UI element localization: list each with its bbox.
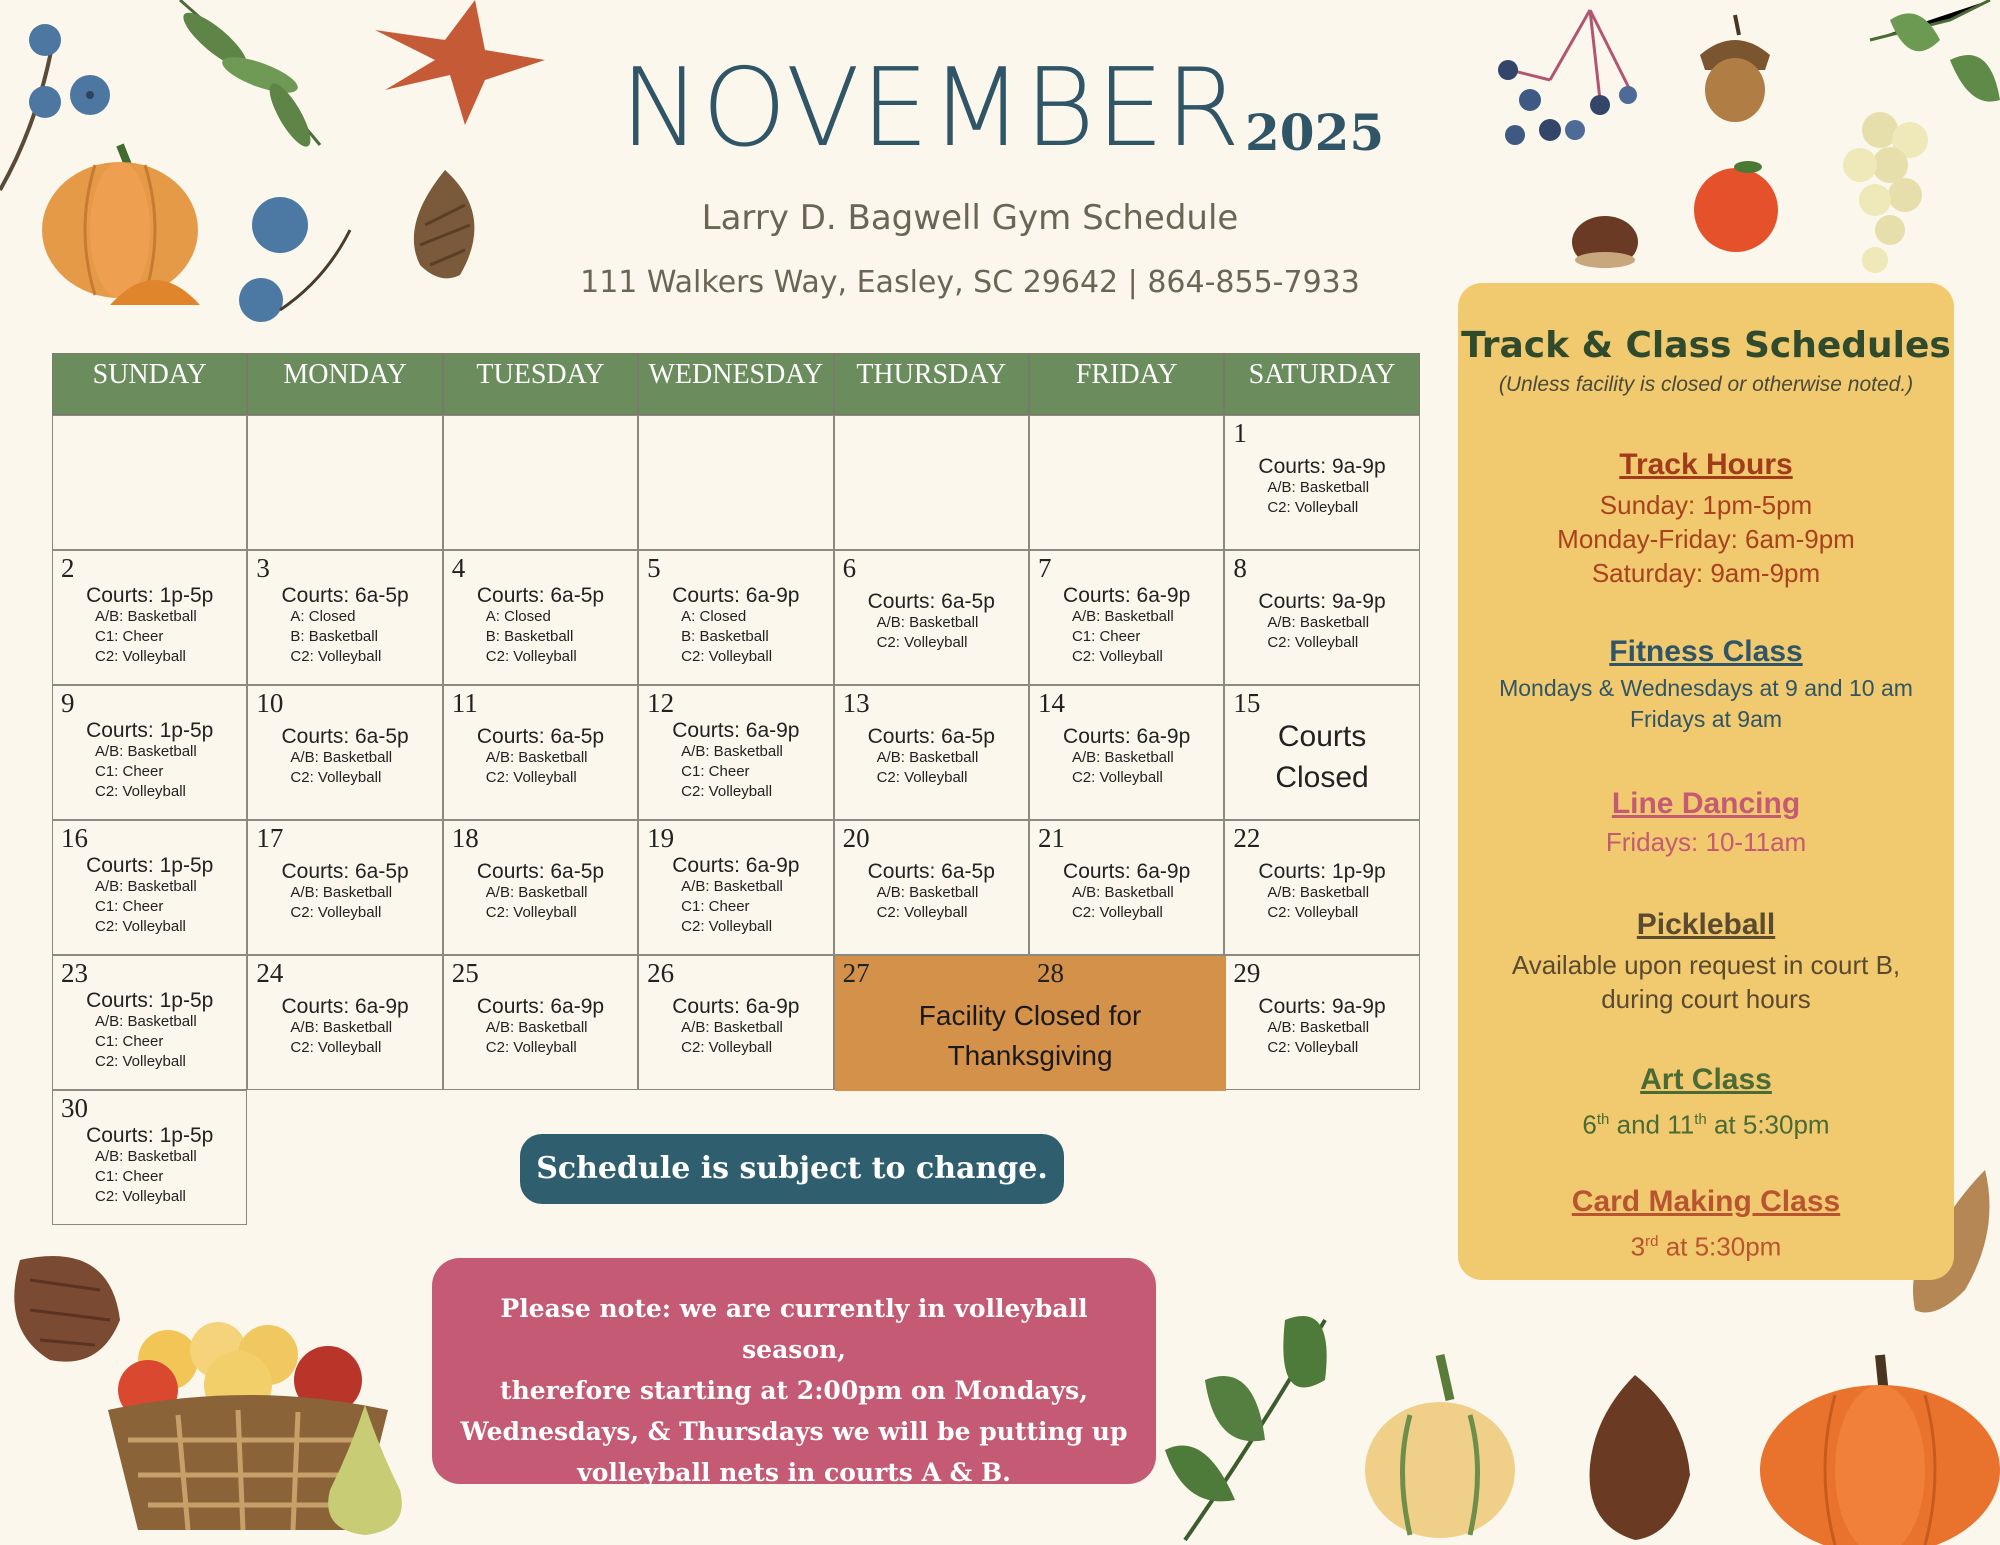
court-assignment: C2: Volleyball xyxy=(290,648,382,666)
court-assignment: C2: Volleyball xyxy=(95,783,186,801)
calendar-empty-day xyxy=(52,415,247,550)
court-hours: Courts: 6a-5p xyxy=(867,725,995,748)
weekday-friday: FRIDAY xyxy=(1029,353,1224,415)
court-schedule xyxy=(444,996,637,1058)
court-hours: Courts: 9a-9p xyxy=(1258,995,1386,1018)
court-schedule xyxy=(1225,861,1418,923)
art-suffix: th xyxy=(1694,1111,1707,1128)
calendar-day xyxy=(638,685,833,820)
pickleball-heading: Pickleball xyxy=(1636,908,1776,941)
court-schedule xyxy=(835,591,1028,653)
courts-closed-line: Closed xyxy=(1275,761,1369,794)
day-number: 15 xyxy=(1233,688,1261,718)
day-number: 28 xyxy=(1036,958,1064,988)
day-number: 4 xyxy=(451,553,466,583)
court-schedule xyxy=(248,861,441,923)
court-assignment: A/B: Basketball xyxy=(485,884,588,902)
court-hours: Courts: 6a-9p xyxy=(1063,860,1191,883)
court-assignment: C2: Volleyball xyxy=(876,634,968,652)
gourd-icon xyxy=(1360,1355,1520,1540)
court-assignment: A/B: Basketball xyxy=(876,884,979,902)
month-title: NOVEMBER xyxy=(620,46,1242,171)
calendar-day xyxy=(52,955,247,1090)
court-assignment: C2: Volleyball xyxy=(1071,648,1163,666)
weekday-tuesday: TUESDAY xyxy=(443,353,638,415)
day-number: 19 xyxy=(647,823,675,853)
court-hours: Courts: 6a-9p xyxy=(672,719,800,742)
track-hours-line: Saturday: 9am-9pm xyxy=(1591,558,1821,588)
court-hours: Courts: 6a-5p xyxy=(476,584,605,607)
leaf-icon xyxy=(1165,1300,1335,1545)
day-number: 6 xyxy=(842,553,857,583)
court-schedule xyxy=(248,726,441,788)
calendar-day xyxy=(834,685,1029,820)
court-assignment: A/B: Basketball xyxy=(485,1019,588,1037)
court-hours: Courts: 6a-9p xyxy=(1063,725,1191,748)
weekday-thursday: THURSDAY xyxy=(834,353,1029,415)
court-assignment: C2: Volleyball xyxy=(876,769,968,787)
calendar-day xyxy=(247,550,442,685)
court-hours: Courts: 6a-5p xyxy=(476,860,605,883)
court-assignment: C2: Volleyball xyxy=(95,648,186,666)
fitness-class-line: Fridays at 9am xyxy=(1629,706,1783,732)
calendar-week xyxy=(52,820,1420,955)
calendar-day xyxy=(1029,550,1224,685)
chestnut-icon xyxy=(1570,210,1640,270)
court-hours: Courts: 6a-9p xyxy=(1063,584,1191,607)
court-hours: Courts: 6a-5p xyxy=(281,860,409,883)
calendar-day xyxy=(1224,415,1419,550)
thanksgiving-line: Facility Closed for xyxy=(918,1000,1142,1031)
day-number: 27 xyxy=(842,958,870,988)
art-class-heading: Art Class xyxy=(1640,1063,1772,1096)
court-assignment: C2: Volleyball xyxy=(681,783,773,801)
oak-leaf-icon xyxy=(1575,1375,1705,1545)
court-assignment: C2: Volleyball xyxy=(485,769,577,787)
day-number: 17 xyxy=(256,823,284,853)
court-hours: Courts: 9a-9p xyxy=(1258,455,1386,478)
fitness-class-heading: Fitness Class xyxy=(1609,635,1803,668)
court-schedule xyxy=(248,585,441,667)
court-schedule xyxy=(444,585,637,667)
court-assignment: C2: Volleyball xyxy=(876,904,968,922)
card-date: 3 xyxy=(1630,1231,1646,1262)
day-number: 29 xyxy=(1233,958,1261,988)
schedule-change-banner: Schedule is subject to change. xyxy=(520,1134,1064,1204)
note-line: Please note: we are currently in volleyball season, xyxy=(500,1294,1088,1364)
court-assignment: C2: Volleyball xyxy=(290,769,382,787)
court-schedule xyxy=(53,1125,246,1207)
court-assignment: A/B: Basketball xyxy=(681,1019,783,1037)
calendar-day xyxy=(443,820,638,955)
courts-closed-line: Courts xyxy=(1277,720,1367,753)
court-hours: Courts: 1p-5p xyxy=(86,854,214,877)
court-assignment: C1: Cheer xyxy=(95,628,164,646)
calendar-empty-day xyxy=(638,415,833,550)
court-hours: Courts: 6a-9p xyxy=(672,995,800,1018)
court-assignment: C2: Volleyball xyxy=(1071,904,1163,922)
calendar-day xyxy=(1224,955,1419,1090)
calendar-blank xyxy=(247,1090,442,1225)
calendar-day xyxy=(247,820,442,955)
court-assignment: C2: Volleyball xyxy=(681,648,773,666)
art-date: 6 xyxy=(1582,1109,1597,1140)
court-assignment: C1: Cheer xyxy=(95,763,164,781)
panel-title: Track & Class Schedules xyxy=(1461,325,1951,366)
court-assignment: A/B: Basketball xyxy=(1267,479,1370,497)
day-number: 22 xyxy=(1233,823,1261,853)
court-schedule xyxy=(639,996,832,1058)
court-assignment: C2: Volleyball xyxy=(485,904,577,922)
court-schedule xyxy=(53,585,246,667)
court-assignment: C1: Cheer xyxy=(681,898,750,916)
day-number: 8 xyxy=(1233,553,1247,583)
court-assignment: B: Basketball xyxy=(681,628,769,646)
calendar-empty-day xyxy=(834,415,1029,550)
day-number: 13 xyxy=(842,688,870,718)
court-hours: Courts: 1p-5p xyxy=(86,584,214,607)
calendar-empty-day xyxy=(443,415,638,550)
day-number: 20 xyxy=(842,823,870,853)
court-assignment: C2: Volleyball xyxy=(95,1053,186,1071)
calendar-empty-day xyxy=(247,415,442,550)
court-assignment: C1: Cheer xyxy=(95,1033,164,1051)
court-schedule xyxy=(639,855,832,937)
court-hours: Courts: 6a-9p xyxy=(672,584,800,607)
calendar-day xyxy=(52,820,247,955)
weekday-monday: MONDAY xyxy=(247,353,442,415)
calendar-week xyxy=(52,685,1420,820)
weekday-sunday: SUNDAY xyxy=(52,353,247,415)
panel-subtitle: (Unless facility is closed or otherwise noted.) xyxy=(1498,373,1914,396)
track-class-panel xyxy=(1458,283,1954,1280)
track-hours-line: Monday-Friday: 6am-9pm xyxy=(1557,524,1855,554)
card-making-heading: Card Making Class xyxy=(1571,1185,1841,1218)
court-schedule xyxy=(1225,591,1418,653)
note-line: Wednesdays, & Thursdays we will be putting up xyxy=(460,1417,1128,1446)
court-assignment: C2: Volleyball xyxy=(1267,904,1359,922)
court-assignment: A/B: Basketball xyxy=(290,749,393,767)
art-suffix: th xyxy=(1596,1111,1610,1128)
court-assignment: C1: Cheer xyxy=(681,763,750,781)
day-number: 3 xyxy=(256,553,270,583)
calendar-day xyxy=(834,820,1029,955)
pickleball-list xyxy=(1458,948,1954,1016)
court-schedule xyxy=(53,990,246,1072)
court-assignment: A/B: Basketball xyxy=(95,1148,197,1166)
apple-icon xyxy=(1688,155,1788,255)
calendar-day xyxy=(52,1090,247,1225)
day-number: 11 xyxy=(451,688,478,718)
calendar-day xyxy=(1224,820,1419,955)
day-number: 18 xyxy=(451,823,479,853)
court-schedule xyxy=(1030,726,1223,788)
court-assignment: C2: Volleyball xyxy=(1267,499,1359,517)
court-schedule xyxy=(1225,996,1418,1058)
court-schedule xyxy=(248,996,441,1058)
day-number: 5 xyxy=(647,553,661,583)
court-assignment: A/B: Basketball xyxy=(95,743,197,761)
calendar-week xyxy=(52,415,1420,550)
court-schedule xyxy=(444,861,637,923)
weekday-wednesday: WEDNESDAY xyxy=(638,353,833,415)
day-number: 7 xyxy=(1037,553,1052,583)
calendar-day xyxy=(1224,685,1419,820)
court-hours: Courts: 6a-5p xyxy=(476,725,605,748)
calendar-empty-day xyxy=(1029,415,1224,550)
day-number: 10 xyxy=(256,688,284,718)
court-hours: Courts: 6a-5p xyxy=(867,590,995,613)
day-number: 1 xyxy=(1233,418,1247,448)
calendar-day xyxy=(638,550,833,685)
court-assignment: C1: Cheer xyxy=(95,898,164,916)
card-time: at 5:30pm xyxy=(1658,1231,1782,1262)
fitness-class-line: Mondays & Wednesdays at 9 and 10 am xyxy=(1499,675,1913,701)
calendar-week xyxy=(52,550,1420,685)
court-assignment: A/B: Basketball xyxy=(95,878,197,896)
court-hours: Courts: 6a-5p xyxy=(281,584,409,607)
day-number: 9 xyxy=(61,688,75,718)
thanksgiving-closure xyxy=(835,956,1226,1091)
court-hours: Courts: 6a-5p xyxy=(281,725,409,748)
court-schedule xyxy=(1030,585,1223,667)
court-hours: Courts: 6a-9p xyxy=(281,995,409,1018)
court-schedule xyxy=(1225,456,1418,518)
court-assignment: A/B: Basketball xyxy=(95,608,197,626)
court-assignment: A: Closed xyxy=(485,608,551,626)
day-number: 14 xyxy=(1037,688,1065,718)
court-schedule xyxy=(835,861,1028,923)
court-assignment: A/B: Basketball xyxy=(876,614,979,632)
court-assignment: C2: Volleyball xyxy=(1071,769,1163,787)
court-hours: Courts: 1p-9p xyxy=(1258,860,1386,883)
calendar-day xyxy=(247,955,442,1090)
court-assignment: A/B: Basketball xyxy=(681,878,783,896)
acorn-icon xyxy=(1695,15,1775,125)
court-assignment: A/B: Basketball xyxy=(290,884,393,902)
day-number: 21 xyxy=(1037,823,1065,853)
line-dancing-line: Fridays: 10-11am xyxy=(1605,827,1807,857)
pumpkin-icon xyxy=(35,135,205,305)
court-assignment: C2: Volleyball xyxy=(95,1188,186,1206)
court-assignment: A/B: Basketball xyxy=(1267,1019,1370,1037)
gym-address: 111 Walkers Way, Easley, SC 29642 | 864-855-7933 xyxy=(580,265,1360,300)
day-number: 26 xyxy=(647,958,675,988)
calendar-day xyxy=(443,550,638,685)
leaf-icon xyxy=(170,0,330,150)
court-assignment: A/B: Basketball xyxy=(95,1013,197,1031)
court-hours: Courts: 1p-5p xyxy=(86,1124,214,1147)
day-number: 30 xyxy=(61,1093,88,1123)
card-suffix: rd xyxy=(1645,1233,1659,1250)
art-class-line xyxy=(1458,1103,1954,1142)
court-hours: Courts: 1p-5p xyxy=(86,719,214,742)
day-number: 2 xyxy=(61,553,75,583)
court-assignment: C1: Cheer xyxy=(1071,628,1141,646)
fitness-class-list xyxy=(1458,673,1954,735)
calendar-day xyxy=(1029,820,1224,955)
court-assignment: B: Basketball xyxy=(290,628,378,646)
calendar-body xyxy=(52,415,1420,1225)
court-assignment: B: Basketball xyxy=(485,628,574,646)
court-schedule xyxy=(835,726,1028,788)
court-schedule xyxy=(53,855,246,937)
calendar-day xyxy=(52,685,247,820)
day-number: 16 xyxy=(61,823,88,853)
line-dancing-heading: Line Dancing xyxy=(1611,787,1801,820)
calendar-day xyxy=(247,685,442,820)
courts-closed xyxy=(1225,716,1418,798)
court-assignment: A: Closed xyxy=(290,608,356,626)
court-assignment: A/B: Basketball xyxy=(1267,884,1370,902)
court-assignment: C2: Volleyball xyxy=(1267,634,1359,652)
pickleball-line: Available upon request in court B, xyxy=(1511,950,1901,980)
note-line: therefore starting at 2:00pm on Mondays, xyxy=(500,1376,1088,1405)
calendar-day xyxy=(443,955,638,1090)
court-assignment: C2: Volleyball xyxy=(1267,1039,1359,1057)
court-assignment: A/B: Basketball xyxy=(1267,614,1370,632)
court-assignment: A: Closed xyxy=(681,608,747,626)
calendar-day xyxy=(1224,550,1419,685)
calendar-day xyxy=(638,820,833,955)
court-hours: Courts: 6a-9p xyxy=(672,854,800,877)
blueberry-icon xyxy=(235,190,365,330)
pickleball-line: during court hours xyxy=(1601,984,1811,1014)
calendar-blank xyxy=(1224,1090,1419,1225)
pinecone-icon xyxy=(400,165,490,285)
thanksgiving-line: Thanksgiving xyxy=(947,1040,1113,1071)
court-assignment: C2: Volleyball xyxy=(681,918,773,936)
court-assignment: A/B: Basketball xyxy=(1071,608,1174,626)
track-hours-line: Sunday: 1pm-5pm xyxy=(1599,490,1813,520)
volleyball-note xyxy=(432,1258,1156,1487)
court-hours: Courts: 6a-5p xyxy=(867,860,995,883)
weekday-header xyxy=(52,353,1420,415)
track-hours-list xyxy=(1458,488,1954,590)
court-hours: Courts: 1p-5p xyxy=(86,989,214,1012)
court-schedule xyxy=(639,585,832,667)
weekday-saturday: SATURDAY xyxy=(1224,353,1419,415)
berries-icon xyxy=(1490,10,1640,150)
court-assignment: C2: Volleyball xyxy=(95,918,186,936)
court-schedule xyxy=(639,720,832,802)
track-hours-heading: Track Hours xyxy=(1619,448,1793,481)
calendar-day xyxy=(638,955,833,1090)
court-assignment: C2: Volleyball xyxy=(485,1039,577,1057)
court-assignment: C2: Volleyball xyxy=(290,1039,382,1057)
calendar-day xyxy=(443,685,638,820)
calendar-day xyxy=(834,550,1029,685)
court-assignment: A/B: Basketball xyxy=(1071,884,1174,902)
gym-name: Larry D. Bagwell Gym Schedule xyxy=(701,198,1239,238)
day-number: 23 xyxy=(61,958,88,988)
court-assignment: C2: Volleyball xyxy=(681,1039,773,1057)
court-assignment: C1: Cheer xyxy=(95,1168,164,1186)
court-assignment: A/B: Basketball xyxy=(290,1019,393,1037)
court-schedule xyxy=(1030,861,1223,923)
card-making-line xyxy=(1458,1225,1954,1264)
court-schedule xyxy=(53,720,246,802)
calendar-grid xyxy=(52,353,1420,1225)
note-line: volleyball nets in courts A & B. xyxy=(577,1458,1011,1487)
calendar-day xyxy=(1029,685,1224,820)
calendar-week xyxy=(52,955,1420,1090)
court-assignment: A/B: Basketball xyxy=(1071,749,1174,767)
court-assignment: A/B: Basketball xyxy=(876,749,979,767)
court-assignment: C2: Volleyball xyxy=(290,904,382,922)
pumpkin-icon xyxy=(1755,1345,2000,1545)
art-time: at 5:30pm xyxy=(1706,1109,1830,1140)
pear-icon xyxy=(320,1400,410,1540)
day-number: 12 xyxy=(647,688,675,718)
court-hours: Courts: 6a-9p xyxy=(476,995,605,1018)
court-assignment: A/B: Basketball xyxy=(681,743,783,761)
year-title: 2025 xyxy=(1245,103,1385,162)
court-assignment: C2: Volleyball xyxy=(485,648,577,666)
day-number: 24 xyxy=(256,958,284,988)
art-date: and 11 xyxy=(1609,1109,1695,1140)
court-schedule xyxy=(444,726,637,788)
thanksgiving-text xyxy=(835,996,1226,1076)
day-number: 25 xyxy=(451,958,479,988)
court-assignment: A/B: Basketball xyxy=(485,749,588,767)
grapes-icon xyxy=(1830,0,2000,290)
maple-leaf-icon xyxy=(355,0,555,130)
court-hours: Courts: 9a-9p xyxy=(1258,590,1386,613)
calendar-day xyxy=(52,550,247,685)
